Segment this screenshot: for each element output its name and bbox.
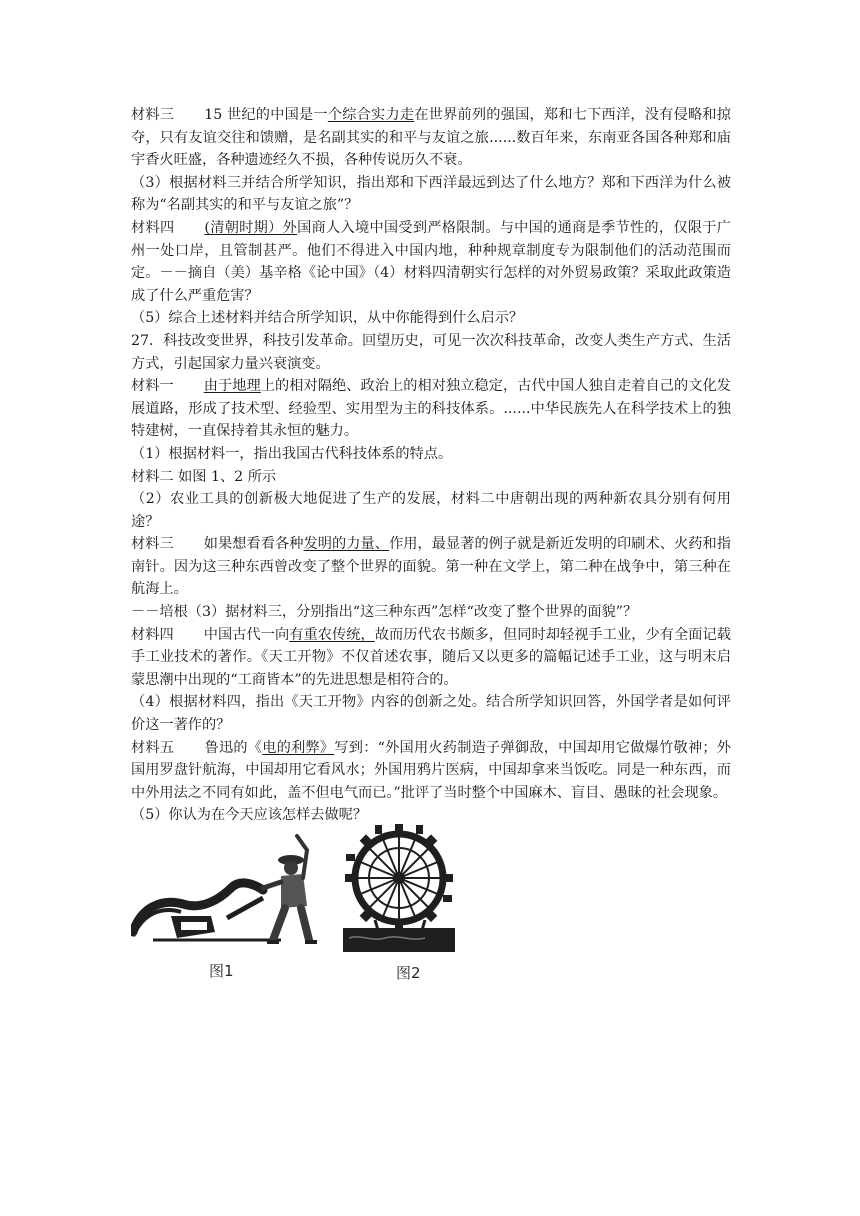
paragraph [131,330,731,375]
paragraph [131,307,731,330]
paragraph-text: 材料五 [131,739,175,756]
paragraph-text: 鲁迅的《 [204,739,263,756]
underlined-text: 有重农传统， [289,626,375,643]
paragraph [131,172,731,217]
underlined-text: (清朝时期）外 [204,219,298,236]
paragraph [131,466,731,489]
paragraph-text: 15 世纪的中国是一 [204,107,328,123]
paragraph-text: （1）根据材料一，指出我国古代科技体系的特点。 [131,445,453,462]
paragraph-text: 材料三 [131,536,174,553]
paragraph-text: 材料四 [131,626,174,643]
paragraph-text: －－培根（3）据材料三，分别指出“这三种东西”怎样“改变了整个世界的面貌”？ [131,604,638,621]
paragraph [131,533,731,601]
paragraph-text: 作用，最显著的例子就是新近发明的印刷术、火药和指南针。因为这三种东西曾改变了整个世界的面貌。第一种在文学上，第二种在战争中，第三种在航海上。 [131,536,731,598]
plough-illustration [131,828,321,953]
underlined-text: 电的利弊》 [262,739,335,756]
paragraph-text: 中国古代一向 [203,626,290,643]
paragraph-text: （2）农业工具的创新极大地促进了生产的发展，材料二中唐朝出现的两种新农具分别有何用途？ [131,491,731,530]
figure-1-caption: 图1 [209,962,234,980]
paragraph [131,375,731,443]
paragraph [131,737,731,805]
water-wheel-illustration [341,820,459,955]
paragraph-text: （5）你认为在今天应该怎样去做呢？ [131,807,368,824]
paragraph [131,488,731,533]
document-body [131,104,731,827]
paragraph-text: （4）根据材料四，指出《天工开物》内容的创新之处。结合所学知识回答，外国学者是如何评价这一著作的？ [131,694,731,734]
underlined-text: 发明的力量、 [303,536,390,553]
paragraph-text: 在世界前列的强国，郑和七下西洋，没有侵略和掠夺，只有友谊交往和馈赠，是名副其实的和平与友谊之旅......数百年来，东南亚各国各种郑和庙宇香火旺盛，各种遗迹经久不损，各种传说历久不衰。 [131,107,731,169]
paragraph [131,104,731,172]
paragraph-text: 故而历代农书颇多，但同时却轻视手工业，少有全面记载手工业技术的著作。《天工开物》不仅首述农事，随后又以更多的篇幅记述手工业，这与明末启蒙思潮中出现的“工商皆本”的先进思想是相符合的。 [131,626,731,688]
paragraph [131,443,731,466]
paragraph-text: （3）根据材料三并结合所学知识，指出郑和下西洋最远到达了什么地方？郑和下西洋为什么被称为“名副其实的和平与友谊之旅”？ [131,174,731,214]
paragraph-text: 材料四 [131,219,175,236]
paragraph [131,691,731,736]
paragraph [131,217,731,307]
paragraph-text: （5）综合上述材料并结合所学知识，从中你能得到什么启示？ [131,310,524,327]
figure-2-caption: 图2 [396,964,421,982]
paragraph-text: 国商人入境中国受到严格限制。与中国的通商是季节性的，仅限于广州一处口岸，且管制甚严。他们不得进入中国内地，种种规章制度专为限制他们的活动范围而定。－－摘自（美）基辛格《论中国》（4）材料四清朝实行怎样的对外贸易政策？采取此政策造成了什么严重危害？ [131,219,731,304]
underlined-text: 由于地理 [203,378,261,395]
paragraph-text: 27．科技改变世界，科技引发革命。回望历史，可见一次次科技革命，改变人类生产方式、生活方式，引起国家力量兴衰演变。 [131,332,731,372]
underlined-text: 个综合实力走 [327,107,415,123]
paragraph [131,601,731,624]
paragraph-text: 材料三 [131,107,175,123]
paragraph-text: 如果想看看各种 [203,536,304,553]
paragraph-text: 材料二 如图 1、2 所示 [131,468,277,485]
paragraph-text: 写到：“外国用火药制造子弹御敌，中国却用它做爆竹敬神；外国用罗盘针航海，中国却用它看风水；外国用鸦片医病，中国却拿来当饭吃。同是一种东西，而中外用法之不同有如此，盖不但电气而已。”批评了当时整个中国麻木、盲目、愚昧的社会现象。 [131,739,731,801]
paragraph [131,624,731,692]
figure-area [131,820,461,990]
paragraph-text: 上的相对隔绝、政治上的相对独立稳定，古代中国人独自走着自己的文化发展道路，形成了技术型、经验型、实用型为主的科技体系。......中华民族先人在科学技术上的独特建树，一直保持着其永恒的魅力。 [131,378,731,440]
paragraph-text: 材料一 [131,378,174,395]
